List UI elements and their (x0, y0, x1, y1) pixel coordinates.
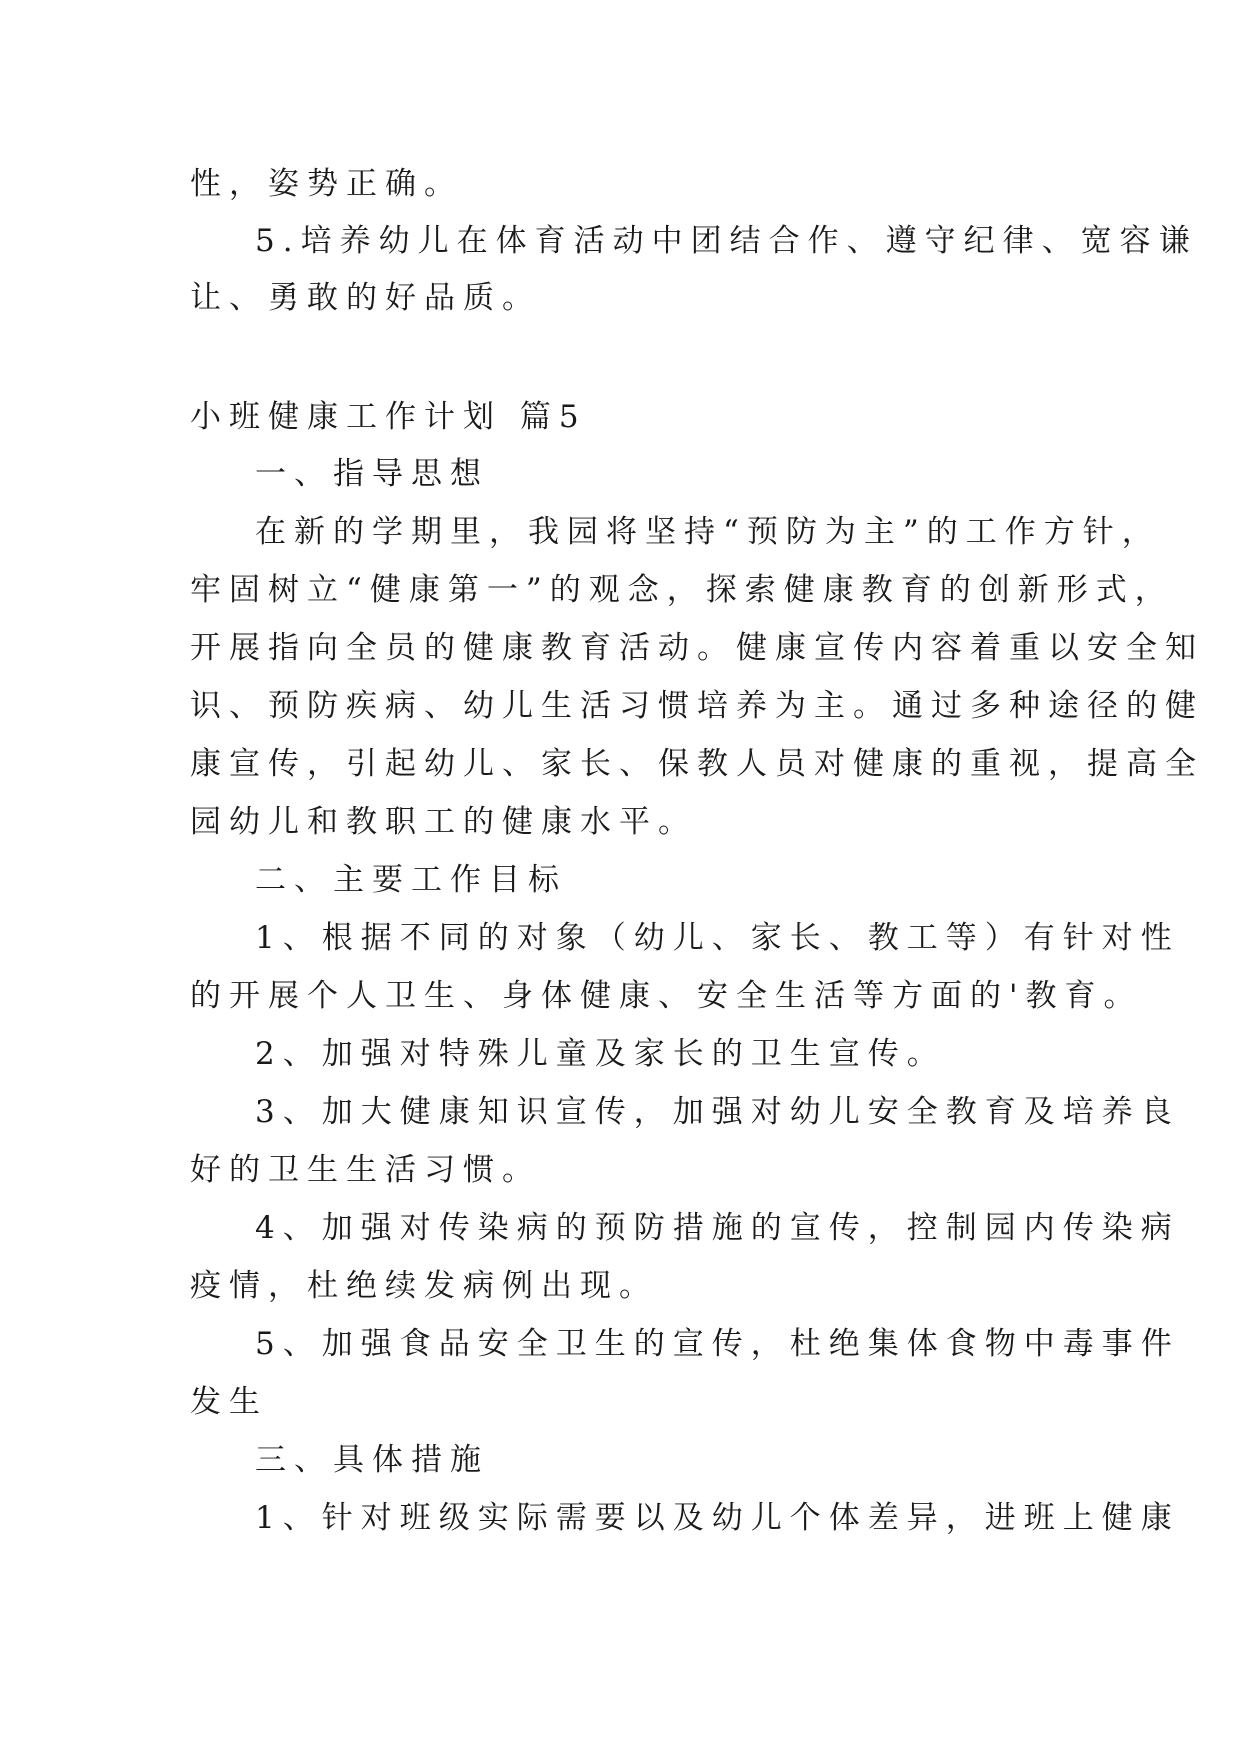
text-line: 5.培养幼儿在体育活动中团结合作、遵守纪律、宽容谦 (255, 223, 1198, 259)
text-line: 识、预防疾病、幼儿生活习惯培养为主。通过多种途径的健 (190, 688, 1204, 724)
text-line: 1、根据不同的对象（幼儿、家长、教工等）有针对性 (255, 920, 1180, 956)
section-heading: 二、主要工作目标 (255, 862, 567, 898)
text-line: 在新的学期里，我园将坚持“预防为主”的工作方针， (255, 514, 1161, 550)
text-line: 让、勇敢的好品质。 (190, 280, 541, 316)
section-heading: 三、具体措施 (255, 1442, 489, 1478)
text-line: 康宣传，引起幼儿、家长、保教人员对健康的重视，提高全 (190, 746, 1204, 782)
text-line: 2、加强对特殊儿童及家长的卫生宣传。 (255, 1036, 946, 1072)
text-line: 好的卫生生活习惯。 (190, 1152, 541, 1188)
text-line: 3、加大健康知识宣传，加强对幼儿安全教育及培养良 (255, 1094, 1180, 1130)
text-line: 发生 (190, 1384, 268, 1420)
text-line: 性，姿势正确。 (190, 166, 463, 202)
text-line: 的开展个人卫生、身体健康、安全生活等方面的'教育。 (190, 978, 1143, 1014)
text-line: 1、针对班级实际需要以及幼儿个体差异，进班上健康 (255, 1500, 1180, 1536)
text-line: 4、加强对传染病的预防措施的宣传，控制园内传染病 (255, 1210, 1180, 1246)
text-line: 疫情，杜绝续发病例出现。 (190, 1268, 658, 1304)
text-line: 5、加强食品安全卫生的宣传，杜绝集体食物中毒事件 (255, 1326, 1180, 1362)
text-line: 牢固树立“健康第一”的观念，探索健康教育的创新形式， (190, 572, 1174, 608)
section-heading: 一、指导思想 (255, 456, 489, 492)
text-line: 园幼儿和教职工的健康水平。 (190, 804, 697, 840)
section-title: 小班健康工作计划 篇5 (190, 399, 587, 435)
text-line: 开展指向全员的健康教育活动。健康宣传内容着重以安全知 (190, 630, 1204, 666)
